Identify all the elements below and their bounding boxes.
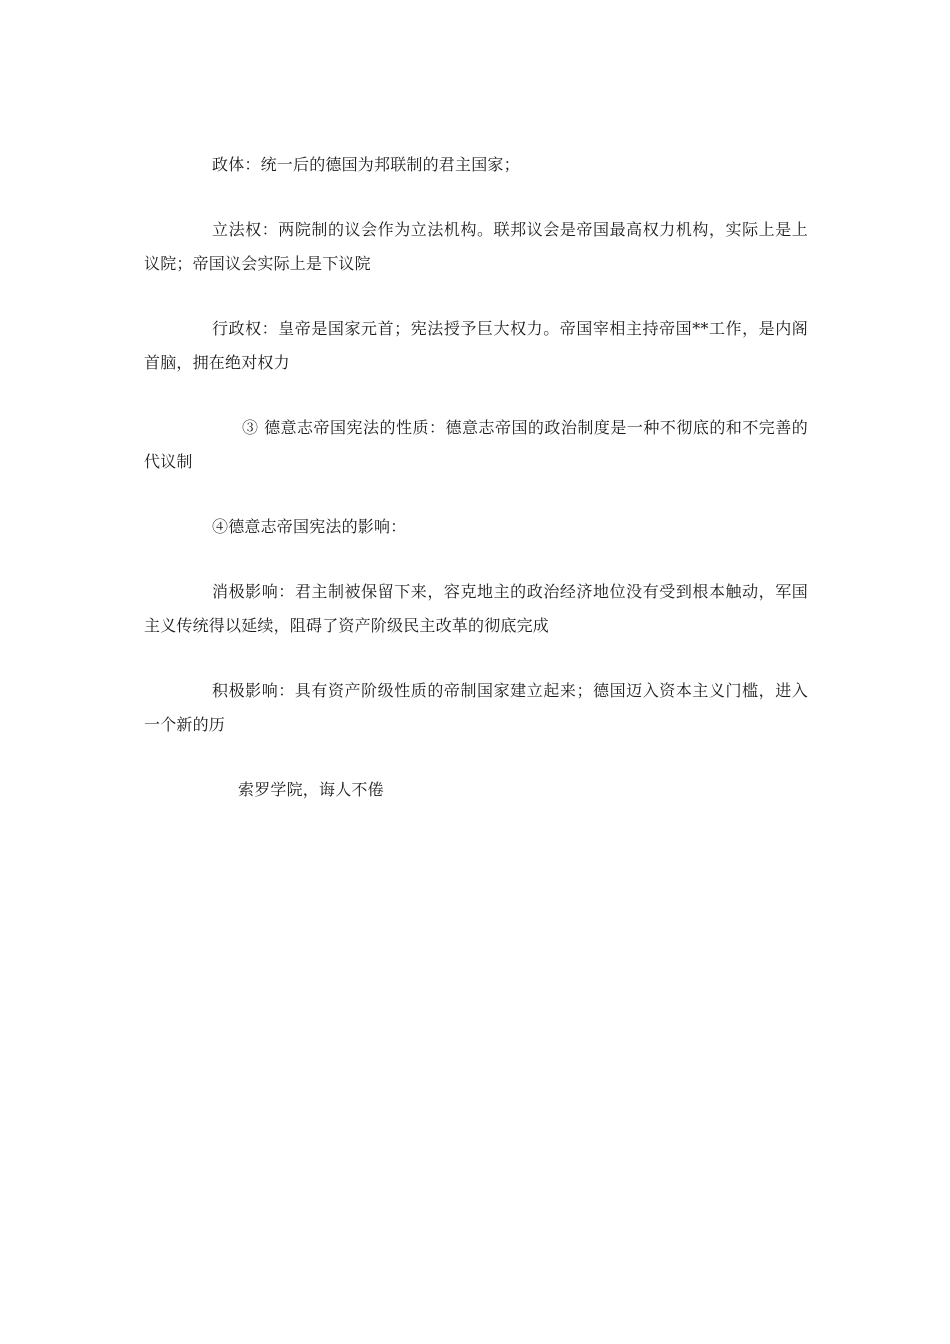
paragraph-constitution-nature: ③ 德意志帝国宪法的性质：德意志帝国的政治制度是一种不彻底的和不完善的代议制 <box>144 418 808 471</box>
paragraph-positive-influence: 积极影响：具有资产阶级性质的帝制国家建立起来；德国迈入资本主义门槛，进入一个新的历 <box>144 681 808 734</box>
paragraph-legislative-power: 立法权：两院制的议会作为立法机构。联邦议会是帝国最高权力机构，实际上是上议院；帝国议会实际上是下议院 <box>144 220 808 273</box>
paragraph-footer-motto: 索罗学院，诲人不倦 <box>238 780 384 799</box>
paragraph-negative-influence: 消极影响：君主制被保留下来，容克地主的政治经济地位没有受到根本触动，军国主义传统得以延续，阻碍了资产阶级民主改革的彻底完成 <box>144 582 808 635</box>
paragraph-polity: 政体：统一后的德国为邦联制的君主国家； <box>212 155 520 174</box>
paragraph-constitution-influence-heading: ④德意志帝国宪法的影响： <box>212 517 407 536</box>
paragraph-executive-power: 行政权：皇帝是国家元首；宪法授予巨大权力。帝国宰相主持帝国**工作，是内阁首脑，拥在绝对权力 <box>144 319 808 372</box>
document-body <box>144 148 808 807</box>
